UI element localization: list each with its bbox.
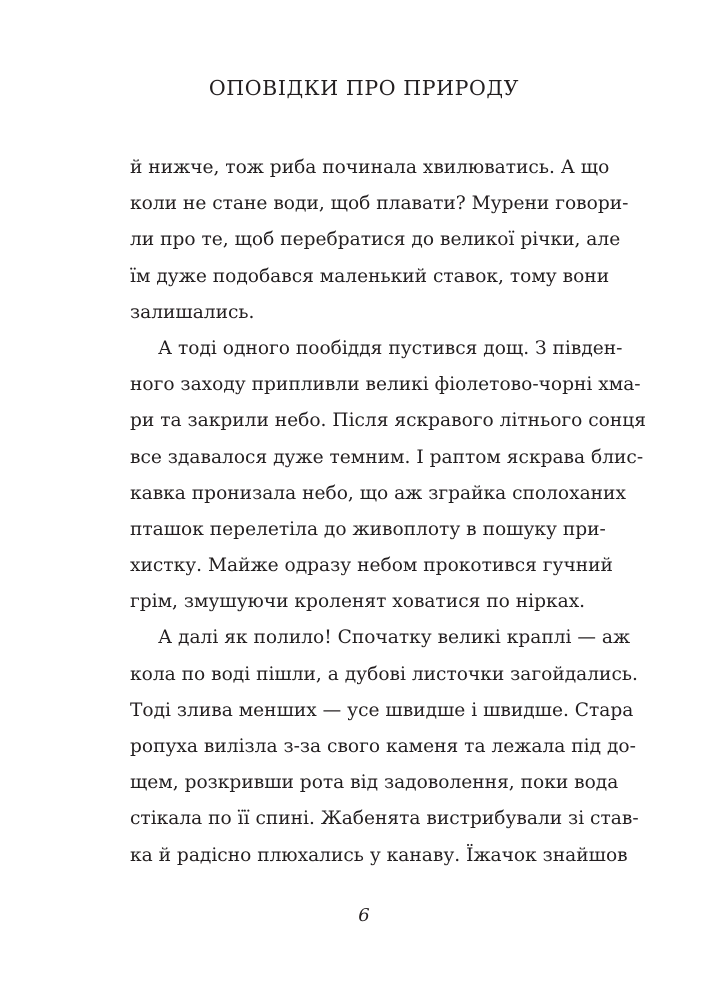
text-line: ропуха вилізла з-за свого каменя та лежала під до-: [130, 736, 636, 757]
text-line: кола по воді пішли, а дубові листочки загойдались.: [130, 663, 638, 685]
text-line: ного заходу припливли великі фіолетово-чорні хма-: [130, 374, 641, 396]
text-line: щем, розкривши рота від задоволення, поки вода: [130, 772, 619, 794]
text-line: кавка пронизала небо, що аж зграйка сполоханих: [130, 482, 626, 504]
body-text: [130, 150, 646, 874]
text-line: А далі як полило! Спочатку великі краплі — аж: [158, 627, 631, 649]
text-line: ка й радісно плюхались у канаву. Їжачок знайшов: [130, 844, 628, 866]
text-line: пташок перелетіла до живоплоту в пошуку при-: [130, 518, 606, 540]
text-line: все здавалося дуже темним. І раптом яскрава блис-: [130, 446, 644, 468]
text-line: й нижче, тож риба починала хвилюватись. А що: [130, 157, 610, 178]
text-line: залишались.: [130, 301, 255, 323]
text-line: Тоді злива менших — усе швидше і швидше. Стара: [130, 699, 634, 721]
text-line: стікала по її спині. Жабенята вистрибували зі став-: [130, 808, 639, 830]
text-line: ри та закрили небо. Після яскравого літнього сонця: [130, 410, 646, 432]
text-line: А тоді одного пообіддя пустився дощ. З півден-: [158, 337, 623, 359]
text-line: ли про те, щоб перебратися до великої річки, але: [130, 229, 621, 251]
text-line: грім, змушуючи кроленят ховатися по нірках.: [130, 591, 586, 613]
page-number: 6: [358, 905, 370, 926]
running-head: ОПОВІДКИ ПРО ПРИРОДУ: [208, 76, 520, 100]
text-line: хистку. Майже одразу небом прокотився гучний: [130, 555, 613, 577]
text-line: їм дуже подобався маленький ставок, тому вони: [130, 265, 610, 287]
text-line: коли не стане води, щоб плавати? Мурени говори-: [130, 193, 629, 215]
